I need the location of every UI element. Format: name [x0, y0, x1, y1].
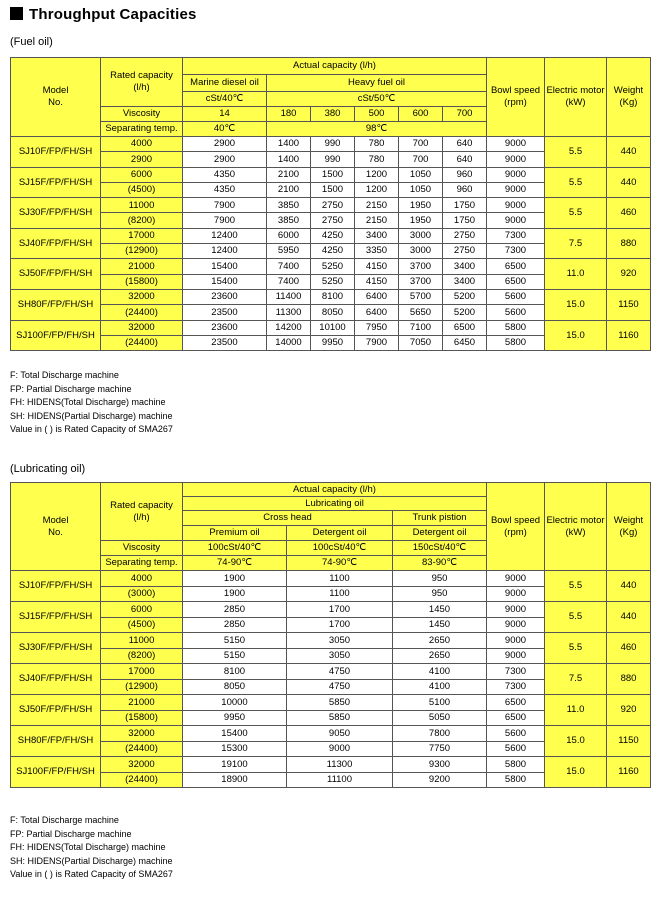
capacity-cell: 1950	[399, 198, 443, 213]
capacity-cell: 2650	[393, 648, 487, 664]
capacity-cell: 1450	[393, 617, 487, 633]
note-line: FH: HIDENS(Total Discharge) machine	[10, 842, 166, 852]
weight-cell: 1150	[607, 726, 651, 757]
capacity-cell: 2750	[311, 213, 355, 228]
capacity-cell: 3850	[267, 198, 311, 213]
bowl-speed-cell: 9000	[487, 182, 545, 197]
capacity-cell: 5850	[287, 695, 393, 711]
separating-temp-label: Separating temp.	[101, 122, 183, 137]
separating-temp-value: 74-90℃	[183, 556, 287, 571]
electric-motor-cell: 7.5	[545, 664, 607, 695]
marine-diesel-header: Marine diesel oil	[183, 75, 267, 92]
capacity-cell: 4350	[183, 182, 267, 197]
bowl-speed-cell: 5600	[487, 726, 545, 742]
capacity-cell: 8100	[183, 664, 287, 680]
table-row	[11, 571, 651, 587]
capacity-cell: 6400	[355, 305, 399, 320]
weight-cell: 440	[607, 602, 651, 633]
bowl-speed-cell: 9000	[487, 213, 545, 228]
detergent-oil-header: Detergent oil	[393, 526, 487, 541]
capacity-cell: 9950	[183, 710, 287, 726]
bowl-speed-cell: 7300	[487, 244, 545, 259]
model-name: SJ100F/FP/FH/SH	[11, 757, 101, 788]
capacity-cell: 1450	[393, 602, 487, 618]
bowl-speed-cell: 9000	[487, 602, 545, 618]
model-name: SJ10F/FP/FH/SH	[11, 571, 101, 602]
actual-capacity-header: Actual capacity (l/h)	[183, 58, 487, 75]
lubricating-oil-table-body	[11, 483, 651, 788]
capacity-cell: 8050	[183, 679, 287, 695]
viscosity-label: Viscosity	[101, 541, 183, 556]
electric-motor-header: Electric motor (kW)	[545, 58, 607, 137]
table-row	[11, 664, 651, 680]
capacity-cell: 640	[443, 137, 487, 152]
bowl-speed-cell: 9000	[487, 633, 545, 649]
capacity-cell: 15300	[183, 741, 287, 757]
table-row	[11, 228, 651, 243]
capacity-cell: 1500	[311, 167, 355, 182]
capacity-cell: 5050	[393, 710, 487, 726]
rated-capacity-cell: (8200)	[101, 648, 183, 664]
bowl-speed-cell: 6500	[487, 274, 545, 289]
capacity-cell: 19100	[183, 757, 287, 773]
capacity-cell: 14000	[267, 335, 311, 350]
fuel-oil-notes	[10, 369, 173, 437]
capacity-cell: 950	[393, 571, 487, 587]
electric-motor-cell: 7.5	[545, 228, 607, 259]
model-name: SJ15F/FP/FH/SH	[11, 167, 101, 198]
capacity-cell: 12400	[183, 228, 267, 243]
rated-capacity-cell: 11000	[101, 633, 183, 649]
capacity-cell: 10100	[311, 320, 355, 335]
note-line: SH: HIDENS(Partial Discharge) machine	[10, 410, 173, 421]
capacity-cell: 12400	[183, 244, 267, 259]
model-header: Model No.	[11, 58, 101, 137]
capacity-cell: 8050	[311, 305, 355, 320]
capacity-cell: 1200	[355, 182, 399, 197]
weight-cell: 440	[607, 571, 651, 602]
capacity-cell: 23500	[183, 335, 267, 350]
capacity-cell: 7400	[267, 274, 311, 289]
bowl-speed-cell: 9000	[487, 167, 545, 182]
note-line: FP: Partial Discharge machine	[10, 828, 132, 839]
capacity-cell: 3050	[287, 633, 393, 649]
capacity-cell: 6450	[443, 335, 487, 350]
capacity-cell: 1750	[443, 213, 487, 228]
capacity-cell: 7100	[399, 320, 443, 335]
electric-motor-cell: 15.0	[545, 289, 607, 320]
trunk-piston-header: Trunk pistion	[393, 511, 487, 526]
model-name: SJ40F/FP/FH/SH	[11, 228, 101, 259]
note-line: FH: HIDENS(Total Discharge) machine	[10, 397, 166, 407]
bowl-speed-cell: 9000	[487, 198, 545, 213]
note-line: SH: HIDENS(Partial Discharge) machine	[10, 855, 173, 866]
viscosity-value: 14	[183, 107, 267, 122]
capacity-cell: 5200	[443, 289, 487, 304]
capacity-cell: 1900	[183, 571, 287, 587]
capacity-cell: 1900	[183, 586, 287, 602]
capacity-cell: 990	[311, 152, 355, 167]
capacity-cell: 4100	[393, 679, 487, 695]
rated-capacity-cell: (24400)	[101, 741, 183, 757]
rated-capacity-header: Rated capacity (l/h)	[101, 483, 183, 541]
capacity-cell: 2100	[267, 182, 311, 197]
separating-temp-label: Separating temp.	[101, 556, 183, 571]
rated-capacity-cell: (24400)	[101, 772, 183, 788]
electric-motor-cell: 5.5	[545, 602, 607, 633]
table-row	[11, 137, 651, 152]
rated-capacity-cell: 4000	[101, 137, 183, 152]
capacity-cell: 15400	[183, 726, 287, 742]
capacity-cell: 700	[399, 137, 443, 152]
capacity-cell: 4350	[183, 167, 267, 182]
capacity-cell: 1100	[287, 586, 393, 602]
capacity-cell: 2750	[443, 244, 487, 259]
cst-hfo-header: cSt/50℃	[267, 92, 487, 107]
bowl-speed-cell: 5800	[487, 335, 545, 350]
electric-motor-cell: 5.5	[545, 137, 607, 168]
capacity-cell: 2750	[311, 198, 355, 213]
capacity-cell: 23600	[183, 289, 267, 304]
capacity-cell: 18900	[183, 772, 287, 788]
bowl-speed-cell: 6500	[487, 710, 545, 726]
capacity-cell: 23600	[183, 320, 267, 335]
capacity-cell: 3850	[267, 213, 311, 228]
lubricating-oil-notes	[10, 814, 173, 882]
capacity-cell: 3700	[399, 259, 443, 274]
capacity-cell: 3400	[443, 259, 487, 274]
viscosity-value: 600	[399, 107, 443, 122]
bowl-speed-cell: 9000	[487, 617, 545, 633]
rated-capacity-cell: (12900)	[101, 679, 183, 695]
capacity-cell: 9050	[287, 726, 393, 742]
model-name: SJ50F/FP/FH/SH	[11, 259, 101, 290]
capacity-cell: 6500	[443, 320, 487, 335]
bowl-speed-cell: 7300	[487, 664, 545, 680]
electric-motor-cell: 5.5	[545, 571, 607, 602]
bowl-speed-cell: 5800	[487, 772, 545, 788]
capacity-cell: 5850	[287, 710, 393, 726]
note-line: Value in ( ) is Rated Capacity of SMA267	[10, 424, 173, 434]
bowl-speed-cell: 5800	[487, 320, 545, 335]
table-row	[11, 757, 651, 773]
capacity-cell: 7900	[183, 198, 267, 213]
capacity-cell: 4750	[287, 679, 393, 695]
capacity-cell: 1100	[287, 571, 393, 587]
capacity-cell: 2150	[355, 198, 399, 213]
weight-cell: 880	[607, 664, 651, 695]
capacity-cell: 5250	[311, 259, 355, 274]
weight-cell: 460	[607, 633, 651, 664]
model-header: Model No.	[11, 483, 101, 571]
fuel-oil-table	[10, 57, 651, 351]
weight-header: Weight (Kg)	[607, 58, 651, 137]
capacity-cell: 2750	[443, 228, 487, 243]
weight-cell: 1160	[607, 320, 651, 351]
bowl-speed-cell: 5600	[487, 305, 545, 320]
viscosity-label: Viscosity	[101, 107, 183, 122]
weight-cell: 460	[607, 198, 651, 229]
rated-capacity-cell: (24400)	[101, 305, 183, 320]
capacity-cell: 5150	[183, 633, 287, 649]
capacity-cell: 640	[443, 152, 487, 167]
capacity-cell: 7400	[267, 259, 311, 274]
capacity-cell: 9300	[393, 757, 487, 773]
viscosity-value: 180	[267, 107, 311, 122]
capacity-cell: 1400	[267, 137, 311, 152]
premium-oil-header: Premium oil	[183, 526, 287, 541]
model-name: SJ30F/FP/FH/SH	[11, 633, 101, 664]
table-row	[11, 695, 651, 711]
capacity-cell: 7950	[355, 320, 399, 335]
rated-capacity-cell: (4500)	[101, 617, 183, 633]
bowl-speed-cell: 5600	[487, 289, 545, 304]
capacity-cell: 9950	[311, 335, 355, 350]
cst-mdo-header: cSt/40℃	[183, 92, 267, 107]
capacity-cell: 6000	[267, 228, 311, 243]
viscosity-value: 150cSt/40℃	[393, 541, 487, 556]
capacity-cell: 1050	[399, 182, 443, 197]
rated-capacity-cell: 17000	[101, 664, 183, 680]
fuel-oil-subtitle: (Fuel oil)	[10, 36, 53, 48]
capacity-cell: 2150	[355, 213, 399, 228]
capacity-cell: 1400	[267, 152, 311, 167]
model-name: SJ100F/FP/FH/SH	[11, 320, 101, 351]
bowl-speed-header: Bowl speed (rpm)	[487, 483, 545, 571]
rated-capacity-cell: (3000)	[101, 586, 183, 602]
capacity-cell: 960	[443, 182, 487, 197]
rated-capacity-cell: (24400)	[101, 335, 183, 350]
viscosity-value: 100cSt/40℃	[287, 541, 393, 556]
rated-capacity-cell: 21000	[101, 259, 183, 274]
rated-capacity-header: Rated capacity (l/h)	[101, 58, 183, 107]
rated-capacity-cell: 6000	[101, 602, 183, 618]
model-name: SH80F/FP/FH/SH	[11, 289, 101, 320]
rated-capacity-cell: 11000	[101, 198, 183, 213]
bowl-speed-cell: 6500	[487, 259, 545, 274]
capacity-cell: 2850	[183, 602, 287, 618]
rated-capacity-cell: (4500)	[101, 182, 183, 197]
separating-temp-hfo: 98℃	[267, 122, 487, 137]
capacity-cell: 2900	[183, 152, 267, 167]
rated-capacity-cell: (8200)	[101, 213, 183, 228]
bowl-speed-cell: 9000	[487, 586, 545, 602]
model-name: SJ30F/FP/FH/SH	[11, 198, 101, 229]
capacity-cell: 5100	[393, 695, 487, 711]
capacity-cell: 15400	[183, 259, 267, 274]
capacity-cell: 7750	[393, 741, 487, 757]
capacity-cell: 11300	[267, 305, 311, 320]
bowl-speed-cell: 5800	[487, 757, 545, 773]
capacity-cell: 9200	[393, 772, 487, 788]
capacity-cell: 5200	[443, 305, 487, 320]
rated-capacity-cell: (15800)	[101, 710, 183, 726]
capacity-cell: 3050	[287, 648, 393, 664]
model-name: SJ50F/FP/FH/SH	[11, 695, 101, 726]
weight-cell: 1160	[607, 757, 651, 788]
capacity-cell: 11100	[287, 772, 393, 788]
rated-capacity-cell: 32000	[101, 289, 183, 304]
separating-temp-value: 83-90℃	[393, 556, 487, 571]
cross-head-header: Cross head	[183, 511, 393, 526]
table-row	[11, 726, 651, 742]
lubricating-oil-header: Lubricating oil	[183, 497, 487, 511]
viscosity-value: 700	[443, 107, 487, 122]
capacity-cell: 3400	[443, 274, 487, 289]
bowl-speed-cell: 9000	[487, 137, 545, 152]
capacity-cell: 1700	[287, 617, 393, 633]
rated-capacity-cell: 32000	[101, 320, 183, 335]
capacity-cell: 15400	[183, 274, 267, 289]
capacity-cell: 10000	[183, 695, 287, 711]
actual-capacity-header: Actual capacity (l/h)	[183, 483, 487, 497]
electric-motor-cell: 15.0	[545, 757, 607, 788]
capacity-cell: 2100	[267, 167, 311, 182]
capacity-cell: 1050	[399, 167, 443, 182]
note-line: Value in ( ) is Rated Capacity of SMA267	[10, 869, 173, 879]
bowl-speed-cell: 7300	[487, 679, 545, 695]
capacity-cell: 3000	[399, 228, 443, 243]
weight-cell: 920	[607, 695, 651, 726]
rated-capacity-cell: 4000	[101, 571, 183, 587]
table-row	[11, 320, 651, 335]
capacity-cell: 9000	[287, 741, 393, 757]
capacity-cell: 7900	[183, 213, 267, 228]
capacity-cell: 7900	[355, 335, 399, 350]
capacity-cell: 3400	[355, 228, 399, 243]
capacity-cell: 4250	[311, 244, 355, 259]
viscosity-value: 100cSt/40℃	[183, 541, 287, 556]
capacity-cell: 780	[355, 137, 399, 152]
capacity-cell: 5700	[399, 289, 443, 304]
rated-capacity-cell: 21000	[101, 695, 183, 711]
separating-temp-value: 74-90℃	[287, 556, 393, 571]
bowl-speed-cell: 9000	[487, 648, 545, 664]
electric-motor-cell: 11.0	[545, 259, 607, 290]
model-name: SH80F/FP/FH/SH	[11, 726, 101, 757]
model-name: SJ10F/FP/FH/SH	[11, 137, 101, 168]
electric-motor-cell: 5.5	[545, 167, 607, 198]
fuel-oil-table-body	[11, 58, 651, 351]
weight-cell: 440	[607, 137, 651, 168]
lubricating-oil-table	[10, 482, 651, 788]
table-row	[11, 633, 651, 649]
electric-motor-cell: 11.0	[545, 695, 607, 726]
rated-capacity-cell: 6000	[101, 167, 183, 182]
page-title	[10, 6, 197, 23]
capacity-cell: 7800	[393, 726, 487, 742]
capacity-cell: 11300	[287, 757, 393, 773]
weight-cell: 440	[607, 167, 651, 198]
detergent-oil-header: Detergent oil	[287, 526, 393, 541]
table-row	[11, 602, 651, 618]
capacity-cell: 11400	[267, 289, 311, 304]
capacity-cell: 1200	[355, 167, 399, 182]
rated-capacity-cell: 32000	[101, 726, 183, 742]
electric-motor-cell: 15.0	[545, 320, 607, 351]
capacity-cell: 960	[443, 167, 487, 182]
capacity-cell: 2850	[183, 617, 287, 633]
table-row	[11, 198, 651, 213]
table-row	[11, 259, 651, 274]
lubricating-oil-subtitle: (Lubricating oil)	[10, 463, 86, 475]
model-name: SJ15F/FP/FH/SH	[11, 602, 101, 633]
separating-temp-mdo: 40℃	[183, 122, 267, 137]
rated-capacity-cell: 32000	[101, 757, 183, 773]
capacity-cell: 4100	[393, 664, 487, 680]
rated-capacity-cell: (15800)	[101, 274, 183, 289]
weight-cell: 920	[607, 259, 651, 290]
bowl-speed-header: Bowl speed (rpm)	[487, 58, 545, 137]
bowl-speed-cell: 6500	[487, 695, 545, 711]
note-line: F: Total Discharge machine	[10, 370, 119, 380]
capacity-cell: 3700	[399, 274, 443, 289]
capacity-cell: 23500	[183, 305, 267, 320]
capacity-cell: 780	[355, 152, 399, 167]
bowl-speed-cell: 9000	[487, 152, 545, 167]
viscosity-value: 380	[311, 107, 355, 122]
table-row	[11, 289, 651, 304]
capacity-cell: 990	[311, 137, 355, 152]
note-line: FP: Partial Discharge machine	[10, 383, 132, 394]
capacity-cell: 4750	[287, 664, 393, 680]
capacity-cell: 1950	[399, 213, 443, 228]
capacity-cell: 4150	[355, 259, 399, 274]
capacity-cell: 1500	[311, 182, 355, 197]
electric-motor-cell: 5.5	[545, 198, 607, 229]
note-line: F: Total Discharge machine	[10, 815, 119, 825]
capacity-cell: 4250	[311, 228, 355, 243]
bowl-speed-cell: 7300	[487, 228, 545, 243]
rated-capacity-cell: (12900)	[101, 244, 183, 259]
electric-motor-header: Electric motor (kW)	[545, 483, 607, 571]
capacity-cell: 1750	[443, 198, 487, 213]
square-bullet-icon	[10, 7, 23, 20]
capacity-cell: 1700	[287, 602, 393, 618]
capacity-cell: 2650	[393, 633, 487, 649]
capacity-cell: 14200	[267, 320, 311, 335]
weight-header: Weight (Kg)	[607, 483, 651, 571]
capacity-cell: 2900	[183, 137, 267, 152]
capacity-cell: 4150	[355, 274, 399, 289]
weight-cell: 1150	[607, 289, 651, 320]
rated-capacity-cell: 2900	[101, 152, 183, 167]
electric-motor-cell: 15.0	[545, 726, 607, 757]
bowl-speed-cell: 9000	[487, 571, 545, 587]
capacity-cell: 5150	[183, 648, 287, 664]
viscosity-value: 500	[355, 107, 399, 122]
rated-capacity-cell: 17000	[101, 228, 183, 243]
capacity-cell: 5250	[311, 274, 355, 289]
weight-cell: 880	[607, 228, 651, 259]
capacity-cell: 8100	[311, 289, 355, 304]
capacity-cell: 5950	[267, 244, 311, 259]
capacity-cell: 3350	[355, 244, 399, 259]
capacity-cell: 950	[393, 586, 487, 602]
capacity-cell: 5650	[399, 305, 443, 320]
capacity-cell: 7050	[399, 335, 443, 350]
capacity-cell: 6400	[355, 289, 399, 304]
electric-motor-cell: 5.5	[545, 633, 607, 664]
heavy-fuel-header: Heavy fuel oil	[267, 75, 487, 92]
capacity-cell: 700	[399, 152, 443, 167]
page-title-text: Throughput Capacities	[29, 6, 197, 23]
bowl-speed-cell: 5600	[487, 741, 545, 757]
capacity-cell: 3000	[399, 244, 443, 259]
model-name: SJ40F/FP/FH/SH	[11, 664, 101, 695]
table-row	[11, 167, 651, 182]
